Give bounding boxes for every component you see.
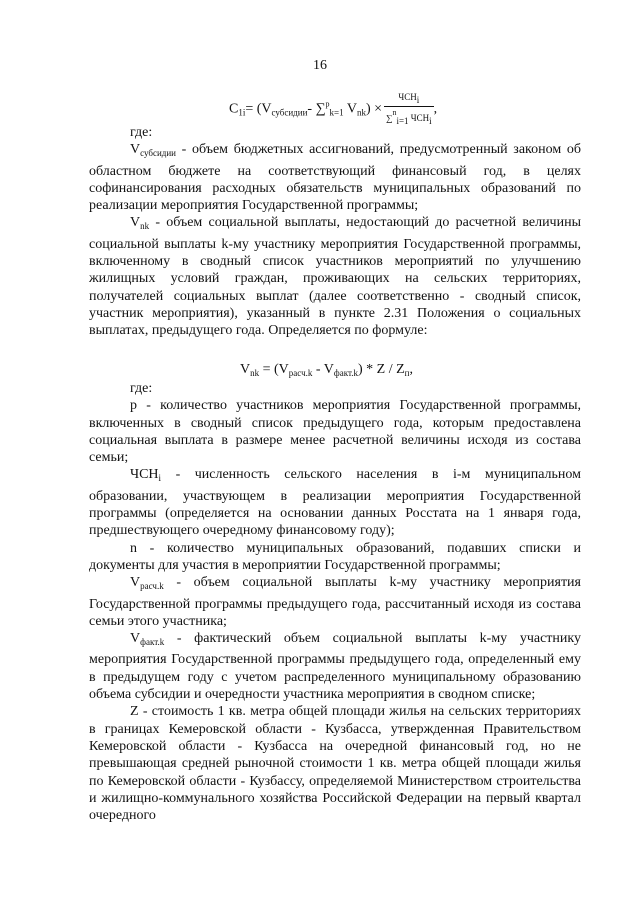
definition-subsidy: $V_{субсидии}$ - объем бюджетных ассигнований, предусмотренный законом об областном бюджете на соответствующий финансовый год, в целях софинансирования расходных обязательств муниципальных образований по реализации мероприятия Государственной программы; — [89, 142, 581, 214]
definition-vrasch: $V_{расч.k}$ - объем социальной выплаты k-му участнику мероприятия Государственной программы предыдущего года, рассчитанный исходя из состава семьи этого участника; — [89, 575, 581, 629]
definitions-block-2 — [89, 380, 581, 824]
definition-p: p - количество участников мероприятия Государственной программы, включенных в сводный список предыдущего года, которым предоставлена социальная выплата в размере менее расчетной величины исходя из состава семьи; — [89, 398, 581, 466]
definitions-block-1 — [89, 124, 581, 340]
definition-z: Z - стоимость 1 кв. метра общей площади жилья на сельских территориях в границах Кемеровской области - Кузбасса, утвержденная Правительством Кемеровской области - Кузбасса на очередной финансовый год, но не превышающая средней рыночной стоимости 1 кв. метра общей площади жилья по Кемеровской области - Кузбассу, определяемой Министерством строительства и жилищно-коммунального хозяйства Российской Федерации на первый квартал очередного — [89, 704, 581, 824]
page-number: 16 — [313, 58, 327, 73]
definition-chsn: $ЧСН_i$ - численность сельского населения в i-м муниципальном образовании, участвующем в реализации мероприятия Государственной программы (определяется на основании данных Росстата на 1 января года, предшествующего очередному финансовому году); — [89, 467, 581, 539]
where-label: где: — [130, 125, 153, 140]
where-label: где: — [130, 381, 153, 396]
definition-vfakt: $V_{факт.k}$ - фактический объем социальной выплаты k-му участнику мероприятия Государственной программы предыдущего года, определенный ему в предыдущем году с учетом распределенного муниципальному образованию объема субсидии и очередности участника мероприятия в сводном списке; — [89, 631, 581, 703]
definition-vnk: $V_{nk}$ - объем социальной выплаты, недостающий до расчетной величины социальной выплаты k-му участнику мероприятия Государственной программы, включенному в сводный список участников мероприятий по улучшению жилищных условий граждан, проживающих на сельских территориях, получателей социальных выплат (далее соответственно - сводный список, участник мероприятия), указанный в пункте 2.31 Положения о социальных выплатах, предыдущего года. Определяется по формуле: — [89, 215, 581, 339]
sum-symbol: ∑ — [315, 101, 326, 117]
definition-n: n - количество муниципальных образований, подавших списки и документы для участия в мероприятии Государственной программы; — [89, 540, 581, 573]
vnk-formula: $V_{nk} = (V_{расч.k} - V_{факт.k}) * Z / Z_п$, — [240, 362, 413, 378]
population-fraction: $\frac{\text{ЧСНi}}{\text{∑ni=1 ЧСНi}}$ — [386, 92, 432, 126]
subsidy-formula: $C_{1i}= (V_{субсидии}-$ ∑$^p_{k=1}$ $V_{nk}$) × $\frac{\text{ЧСНi}}{\text{∑ni=1 ЧСНi}}$ , — [229, 92, 438, 126]
